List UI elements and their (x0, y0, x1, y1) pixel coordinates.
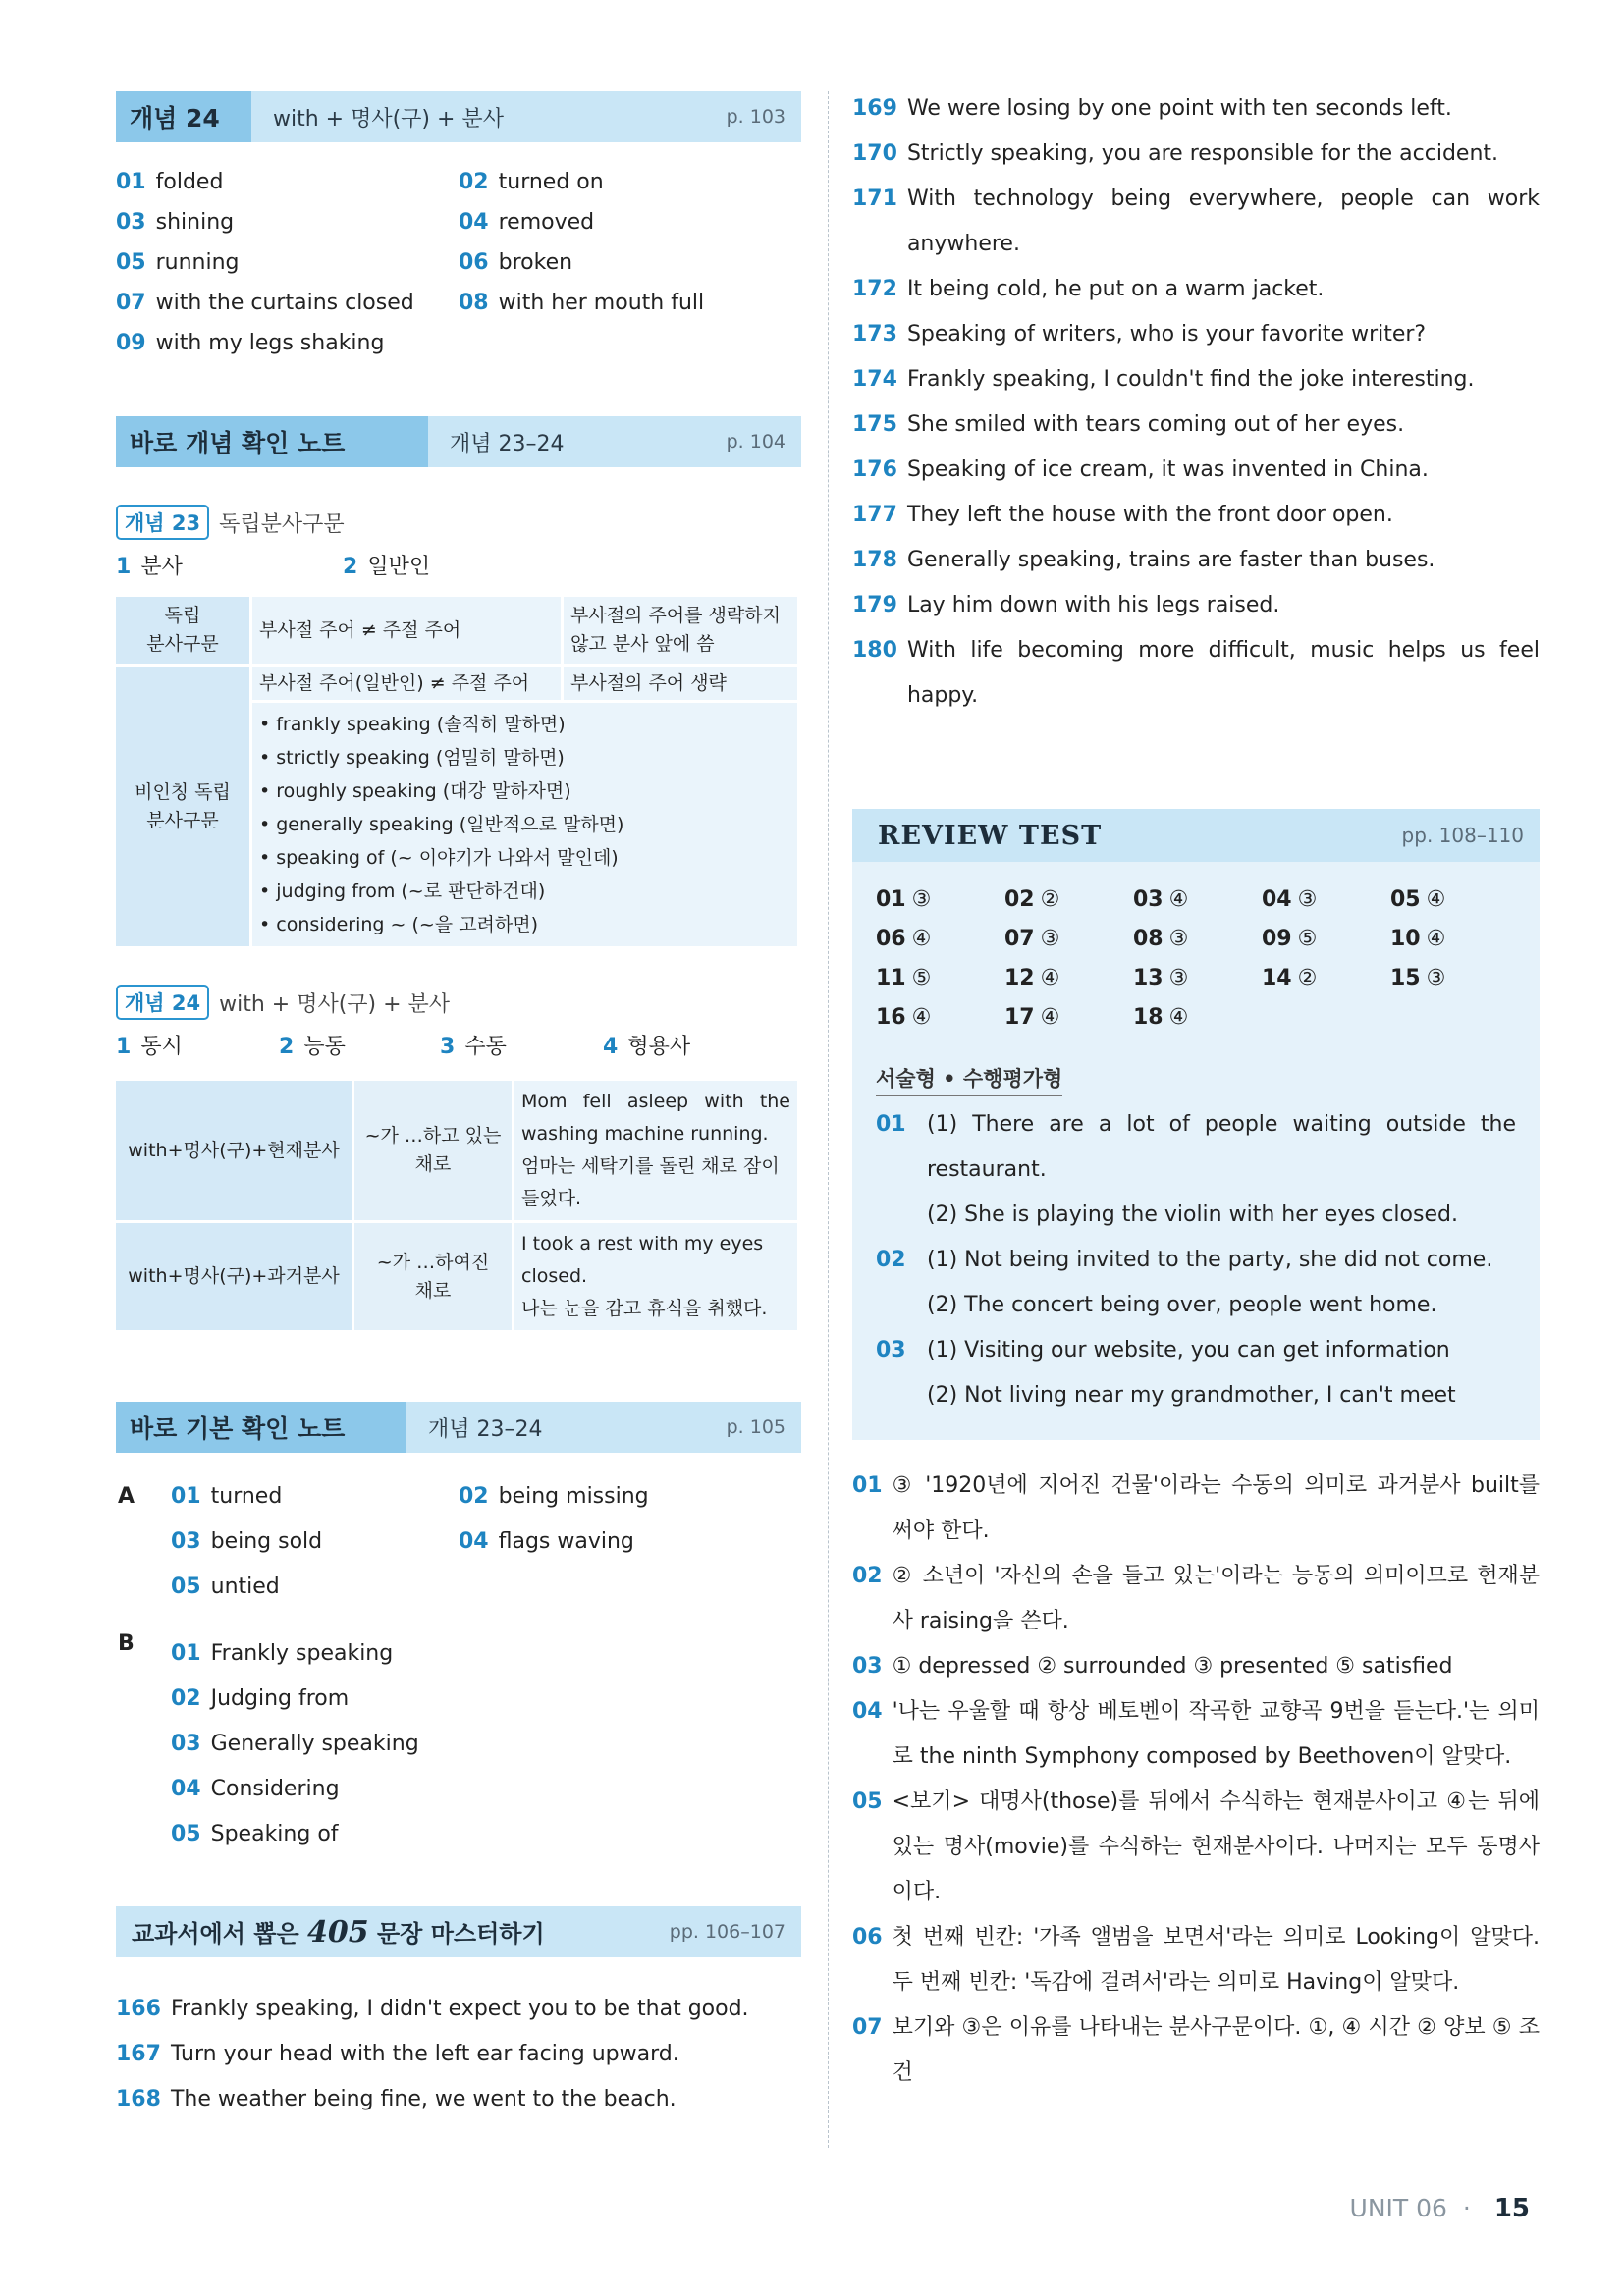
concept23-heading (116, 505, 801, 540)
master-header (116, 1906, 801, 1957)
answer-number: 04 (459, 1529, 489, 1554)
concept23-title: 독립분사구문 (219, 511, 345, 537)
review-answer (876, 1005, 1004, 1030)
answer-text: with the curtains closed (155, 291, 414, 315)
answer-number: 03 (171, 1732, 201, 1756)
answer-text: 동시 (140, 1035, 183, 1059)
item-text: <보기> 대명사(those)를 뒤에서 수식하는 현재분사이고 ④는 뒤에 있는 명사(movie)를 수식하는 현재분사이다. 나머지는 모두 동명사이다. (892, 1789, 1540, 1904)
item-text: Lay him down with his legs raised. (906, 593, 1280, 617)
answer-number: 01 (171, 1641, 201, 1666)
answer-number: 06 (459, 250, 489, 275)
review-answer (1390, 887, 1519, 912)
review-answer (1004, 966, 1133, 990)
review-answer (1390, 927, 1519, 951)
example-en: I took a rest with my eyes closed. (521, 1233, 764, 1287)
review-number: 17 (1004, 1005, 1035, 1030)
item-number: 05 (852, 1789, 883, 1814)
sentence-item (852, 177, 1540, 267)
answer-text: Frankly speaking (210, 1641, 394, 1666)
answer-item (171, 1812, 419, 1857)
answer-text: Judging from (210, 1686, 350, 1711)
review-answer (1262, 927, 1390, 951)
concept24b-heading (116, 985, 801, 1020)
review-choice: ② (1040, 887, 1060, 912)
section-label: B (118, 1631, 135, 1656)
essay-answers (876, 1102, 1516, 1418)
item-text: ① depressed ② surrounded ③ presented ⑤ satisfied (892, 1654, 1453, 1679)
review-choice: ④ (1168, 1005, 1189, 1030)
essay-number: 03 (876, 1338, 906, 1362)
master-tag-pre: 교과서에서 뽑은 (132, 1920, 307, 1948)
review-choice: ④ (1040, 1005, 1060, 1030)
item-number: 167 (116, 2042, 161, 2066)
answer-number: 02 (171, 1686, 201, 1711)
review-test (852, 809, 1540, 1440)
list-item: • speaking of (~ 이야기가 나와서 말인데) (259, 847, 619, 869)
master-tag (116, 1914, 545, 1949)
review-choice: ② (1297, 966, 1318, 990)
item-number: 01 (852, 1473, 883, 1498)
answer-item (459, 250, 801, 275)
essay-line (876, 1373, 1516, 1418)
list-item: • considering ~ (~을 고려하면) (259, 914, 539, 935)
answer-text: Considering (210, 1777, 340, 1801)
table-cell: ~가 …하여진 채로 (354, 1223, 512, 1330)
sentence-item (852, 86, 1540, 132)
review-answer (1133, 966, 1262, 990)
answer-number: 01 (116, 170, 146, 194)
review-choice: ④ (1040, 966, 1060, 990)
review-number: 08 (1133, 927, 1164, 951)
answer-text: untied (210, 1575, 280, 1599)
item-text: Frankly speaking, I didn't expect you to be that good. (170, 1997, 749, 2021)
explanation-item (852, 2005, 1540, 2096)
item-number: 180 (852, 638, 897, 663)
answer-number: 05 (171, 1575, 201, 1599)
essay-text: (2) Not living near my grandmother, I can't meet (927, 1383, 1456, 1408)
review-number: 12 (1004, 966, 1035, 990)
page-number: 15 (1493, 2194, 1530, 2223)
item-number: 173 (852, 322, 897, 347)
review-choice: ③ (1426, 966, 1446, 990)
review-answer (876, 966, 1004, 990)
review-choice: ④ (1426, 887, 1446, 912)
essay-line (876, 1328, 1516, 1373)
sentence-item (852, 583, 1540, 628)
answer-number: 05 (171, 1822, 201, 1846)
master-tag-post: 문장 마스터하기 (368, 1920, 545, 1948)
answer-number: 07 (116, 291, 146, 315)
review-answer (1390, 966, 1519, 990)
concept23-chip: 개념 23 (116, 505, 209, 540)
review-choice: ③ (1168, 927, 1189, 951)
concept23-answers (116, 550, 801, 580)
concept24b-title: with + 명사(구) + 분사 (219, 991, 451, 1017)
table-cell: 부사절의 주어를 생략하지 않고 분사 앞에 씀 (564, 597, 797, 664)
review-number: 03 (1133, 887, 1164, 912)
answer-item (459, 170, 801, 194)
essay-text: (1) There are a lot of people waiting outside the restaurant. (927, 1112, 1516, 1182)
answer-number: 1 (116, 555, 132, 579)
answer-number: 02 (459, 170, 489, 194)
review-choice: ③ (1168, 966, 1189, 990)
master-tag-number: 405 (307, 1915, 369, 1949)
sentence-item (116, 2077, 801, 2122)
list-item: • judging from (~로 판단하건대) (259, 881, 546, 902)
table-cell: with+명사(구)+과거분사 (116, 1223, 352, 1330)
item-number: 168 (116, 2087, 161, 2111)
review-title: REVIEW TEST (878, 820, 1103, 851)
note1-tag: 바로 개념 확인 노트 (116, 416, 428, 467)
item-number: 02 (852, 1564, 883, 1588)
table-cell: 부사절 주어 ≠ 주절 주어 (252, 597, 561, 664)
item-number: 177 (852, 503, 897, 527)
answer-item (116, 331, 459, 355)
answer-number: 09 (116, 331, 146, 355)
table-cell: 부사절의 주어 생략 (564, 667, 797, 700)
review-number: 07 (1004, 927, 1035, 951)
answer-item (116, 210, 459, 235)
answer-number: 2 (343, 555, 358, 579)
essay-text: (1) Not being invited to the party, she did not come. (927, 1248, 1493, 1272)
sentence-item (852, 402, 1540, 448)
answer-text: 일반인 (367, 555, 431, 579)
concept24b-chip: 개념 24 (116, 985, 209, 1020)
concept24b-answers (116, 1030, 801, 1060)
note2-subtitle: 개념 23–24 (428, 1416, 543, 1442)
sentence-item (852, 448, 1540, 493)
answer-text: being missing (498, 1484, 649, 1509)
concept24-answers (116, 170, 801, 355)
review-answer (876, 887, 1004, 912)
sentence-item (116, 2032, 801, 2077)
answer-text: Generally speaking (210, 1732, 419, 1756)
item-text: Speaking of ice cream, it was invented in China. (906, 457, 1429, 482)
review-number: 15 (1390, 966, 1421, 990)
review-choice: ④ (1168, 887, 1189, 912)
essay-number (876, 1193, 909, 1238)
note2-tag: 바로 기본 확인 노트 (116, 1402, 406, 1453)
note2-section-a (116, 1484, 801, 1633)
review-answer (876, 927, 1004, 951)
item-number: 176 (852, 457, 897, 482)
review-number: 09 (1262, 927, 1292, 951)
essay-title: 서술형 • 수행평가형 (876, 1063, 1062, 1096)
answer-item (116, 170, 459, 194)
answer-item (171, 1677, 419, 1722)
item-text: The weather being fine, we went to the beach. (170, 2087, 677, 2111)
sentence-item (852, 267, 1540, 312)
concept24-page: p. 103 (726, 106, 785, 128)
answer-number: 04 (459, 210, 489, 235)
essay-line (876, 1193, 1516, 1238)
example-ko: 엄마는 세탁기를 돌린 채로 잠이 들었다. (521, 1155, 780, 1209)
table-cell: 부사절 주어(일반인) ≠ 주절 주어 (252, 667, 561, 700)
item-number: 174 (852, 367, 897, 392)
item-number: 07 (852, 2015, 883, 2040)
section-b-list (171, 1631, 419, 1857)
essay-line (876, 1283, 1516, 1328)
explanations (852, 1464, 1540, 2096)
item-text: She smiled with tears coming out of her eyes. (906, 412, 1405, 437)
answer-text: with my legs shaking (155, 331, 385, 355)
review-number: 05 (1390, 887, 1421, 912)
review-choice: ⑤ (911, 966, 932, 990)
item-number: 179 (852, 593, 897, 617)
sentence-item (852, 493, 1540, 538)
item-text: We were losing by one point with ten seconds left. (906, 96, 1452, 121)
item-text: ③ '1920년에 지어진 건물'이라는 수동의 의미로 과거분사 built를 써야 한다. (892, 1473, 1540, 1543)
review-choice: ③ (1040, 927, 1060, 951)
answer-number: 2 (279, 1035, 295, 1059)
answer-number: 02 (459, 1484, 489, 1509)
answer-text: being sold (210, 1529, 323, 1554)
answer-text: folded (155, 170, 224, 194)
review-number: 04 (1262, 887, 1292, 912)
review-number: 10 (1390, 927, 1421, 951)
review-number: 18 (1133, 1005, 1164, 1030)
note1-subtitle: 개념 23–24 (450, 431, 565, 456)
review-choice: ⑤ (1297, 927, 1318, 951)
item-text: ② 소년이 '자신의 손을 들고 있는'이라는 능동의 의미이므로 현재분사 raising을 쓴다. (892, 1564, 1540, 1633)
essay-number: 01 (876, 1112, 906, 1137)
item-text: '나는 우울할 때 항상 베토벤이 작곡한 교향곡 9번을 듣는다.'는 의미로 the ninth Symphony composed by Beethoven이 알맞다. (892, 1699, 1540, 1769)
sentence-item (116, 1987, 801, 2032)
review-answer (1004, 927, 1133, 951)
item-text: 첫 번째 빈칸: '가족 앨범을 보면서'라는 의미로 Looking이 알맞다. 두 번째 빈칸: '독감에 걸려서'라는 의미로 Having이 알맞다. (892, 1925, 1540, 1995)
table-cell: ~가 …하고 있는 채로 (354, 1081, 512, 1220)
review-choice: ④ (1426, 927, 1446, 951)
sentence-item (852, 312, 1540, 357)
item-number: 03 (852, 1654, 883, 1679)
answer-number: 04 (171, 1777, 201, 1801)
review-number: 11 (876, 966, 906, 990)
concept24-subtitle: with + 명사(구) + 분사 (273, 106, 504, 132)
answer-text: shining (155, 210, 235, 235)
item-text: Strictly speaking, you are responsible for the accident. (906, 141, 1499, 166)
item-text: Generally speaking, trains are faster than buses. (906, 548, 1435, 572)
review-choice: ③ (911, 887, 932, 912)
answer-number: 4 (603, 1035, 619, 1059)
answer-text: turned on (498, 170, 604, 194)
note1-page: p. 104 (726, 431, 785, 453)
item-number: 170 (852, 141, 897, 166)
review-answer (1133, 1005, 1262, 1030)
item-number: 04 (852, 1699, 883, 1724)
answer-item (459, 291, 801, 315)
table-cell: 독립 분사구문 (116, 597, 249, 664)
item-number: 166 (116, 1997, 161, 2021)
item-text: Frankly speaking, I couldn't find the joke interesting. (906, 367, 1475, 392)
example-en: Mom fell asleep with the washing machine running. (521, 1091, 790, 1145)
answer-number: 3 (440, 1035, 456, 1059)
concept23-table (113, 594, 800, 949)
answer-item (171, 1631, 419, 1677)
item-text: They left the house with the front door open. (906, 503, 1393, 527)
item-text: With technology being everywhere, people can work anywhere. (906, 187, 1540, 256)
essay-line (876, 1102, 1516, 1193)
review-answer (1133, 887, 1262, 912)
answer-item (459, 210, 801, 235)
essay-text: (2) The concert being over, people went home. (927, 1293, 1437, 1317)
answer-number: 1 (116, 1035, 132, 1059)
review-answer (1262, 887, 1390, 912)
concept24b-table (113, 1078, 800, 1333)
answer-text: with her mouth full (498, 291, 705, 315)
explanation-item (852, 1689, 1540, 1780)
list-item: • strictly speaking (엄밀히 말하면) (259, 747, 565, 769)
answer-number: 03 (116, 210, 146, 235)
explanation-item (852, 1554, 1540, 1644)
sentence-item (852, 628, 1540, 719)
concept24-tag: 개념 24 (116, 91, 251, 142)
list-item: • frankly speaking (솔직히 말하면) (259, 714, 566, 735)
answer-item (171, 1767, 419, 1812)
table-cell: with+명사(구)+현재분사 (116, 1081, 352, 1220)
answer-item (171, 1722, 419, 1767)
review-answer (1004, 887, 1133, 912)
review-number: 13 (1133, 966, 1164, 990)
review-number: 14 (1262, 966, 1292, 990)
left-column (116, 91, 801, 2122)
answer-item (116, 291, 459, 315)
essay-text: (1) Visiting our website, you can get information (927, 1338, 1450, 1362)
answer-text: removed (498, 210, 595, 235)
item-number: 172 (852, 277, 897, 301)
review-answer (1004, 1005, 1133, 1030)
explanation-item (852, 1644, 1540, 1689)
review-page: pp. 108–110 (1401, 824, 1524, 847)
item-text: It being cold, he put on a warm jacket. (906, 277, 1325, 301)
essay-number (876, 1283, 909, 1328)
footer-unit: UNIT 06 (1349, 2194, 1447, 2222)
item-number: 175 (852, 412, 897, 437)
example-ko: 나는 눈을 감고 휴식을 취했다. (521, 1298, 768, 1319)
note1-header (116, 416, 801, 467)
review-answer (1262, 966, 1390, 990)
review-number: 16 (876, 1005, 906, 1030)
answer-number: 05 (116, 250, 146, 275)
right-column (852, 86, 1540, 2096)
list-item: • roughly speaking (대강 말하자면) (259, 780, 571, 802)
page-footer (1350, 2194, 1530, 2223)
answer-number: 01 (171, 1484, 201, 1509)
note2-header (116, 1402, 801, 1453)
sentence-item (852, 132, 1540, 177)
answer-number: 08 (459, 291, 489, 315)
answer-text: running (155, 250, 240, 275)
item-text: Turn your head with the left ear facing upward. (170, 2042, 679, 2066)
sentence-item (852, 538, 1540, 583)
answer-text: broken (498, 250, 573, 275)
master-page: pp. 106–107 (669, 1921, 785, 1943)
review-header (852, 809, 1540, 862)
review-number: 02 (1004, 887, 1035, 912)
review-body (852, 862, 1540, 1440)
answer-number: 03 (171, 1529, 201, 1554)
review-choice: ③ (1297, 887, 1318, 912)
table-cell-list (252, 703, 797, 946)
review-number: 01 (876, 887, 906, 912)
list-item: • generally speaking (일반적으로 말하면) (259, 814, 624, 835)
item-text: 보기와 ③은 이유를 나타내는 분사구문이다. ①, ④ 시간 ② 양보 ⑤ 조건 (892, 2015, 1540, 2085)
note2-page: p. 105 (726, 1416, 785, 1438)
answer-text: 수동 (464, 1035, 507, 1059)
answer-text: turned (210, 1484, 283, 1509)
review-number: 06 (876, 927, 906, 951)
answer-item (116, 250, 459, 275)
essay-line (876, 1238, 1516, 1283)
item-number: 169 (852, 96, 897, 121)
answer-text: Speaking of (210, 1822, 339, 1846)
column-divider (828, 91, 829, 2148)
right-sentences (852, 86, 1540, 719)
item-number: 171 (852, 187, 897, 211)
note2-section-b (116, 1631, 801, 1857)
item-number: 06 (852, 1925, 883, 1949)
concept24-header (116, 91, 801, 142)
essay-text: (2) She is playing the violin with her eyes closed. (927, 1202, 1458, 1227)
review-answer (1133, 927, 1262, 951)
sentence-item (852, 357, 1540, 402)
explanation-item (852, 1464, 1540, 1554)
master-sentences (116, 1987, 801, 2122)
explanation-item (852, 1780, 1540, 1915)
review-choice: ④ (911, 927, 932, 951)
essay-number (876, 1373, 909, 1418)
review-choice: ④ (911, 1005, 932, 1030)
answer-text: 형용사 (627, 1035, 691, 1059)
answer-text: 분사 (140, 555, 183, 579)
review-answers (876, 887, 1516, 1030)
answer-text: flags waving (498, 1529, 634, 1554)
answer-text: 능동 (303, 1035, 346, 1059)
section-label: A (118, 1484, 135, 1509)
footer-separator: · (1462, 2194, 1471, 2222)
essay-number: 02 (876, 1248, 906, 1272)
item-number: 178 (852, 548, 897, 572)
explanation-item (852, 1915, 1540, 2005)
item-text: Speaking of writers, who is your favorite writer? (906, 322, 1427, 347)
item-text: With life becoming more difficult, music helps us feel happy. (906, 638, 1540, 708)
table-cell: 비인칭 독립 분사구문 (116, 667, 249, 946)
